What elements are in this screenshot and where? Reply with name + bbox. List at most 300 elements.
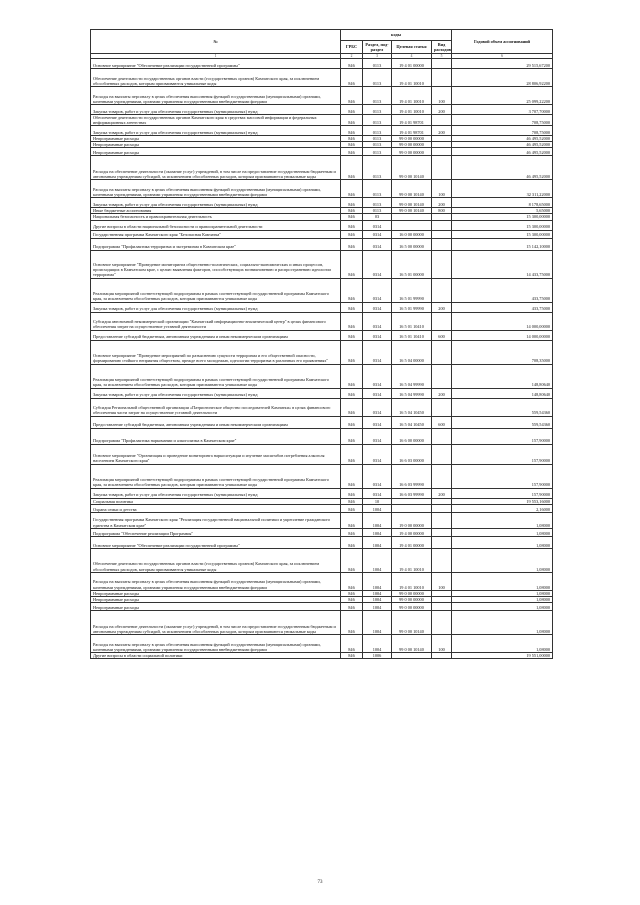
cell-sum: 708,35000 <box>452 340 553 364</box>
cell-grbs: 846 <box>341 444 363 464</box>
cell-name: Расходы на выплаты персоналу в целях обеспечения выполнения функций государственными (муниципальными) органами, казенными учреждениями, органами управления государственными внебюджетными фондами <box>91 634 341 652</box>
cell-sum: 1,08000 <box>452 528 553 536</box>
cell-vr <box>432 250 452 278</box>
cell-sum: 5,65000 <box>452 208 553 214</box>
cell-sum: 157,90000 <box>452 488 553 498</box>
cell-cs: 16 6 03 99990 <box>392 464 432 488</box>
table-row <box>91 278 553 302</box>
cell-sum: 1,08000 <box>452 512 553 528</box>
cell-grbs: 846 <box>341 536 363 548</box>
cell-rz: 1004 <box>363 596 392 602</box>
cell-name: Непрограммные расходы <box>91 590 341 596</box>
cell-vr: 200 <box>432 488 452 498</box>
cell-rz: 0314 <box>363 364 392 388</box>
cell-cs: 19 4 01 00000 <box>392 536 432 548</box>
cell-grbs: 846 <box>341 548 363 572</box>
table-row <box>91 528 553 536</box>
cell-sum: 1,08000 <box>452 596 553 602</box>
table-row <box>91 148 553 156</box>
cell-cs: 19 4 01 10010 <box>392 87 432 105</box>
cell-cs: 16 5 01 10410 <box>392 330 432 340</box>
page-number: 73 <box>317 880 323 885</box>
cell-vr: 200 <box>432 388 452 398</box>
cell-name: Основное мероприятие "Организация и проведение мониторинга наркоситуации и изучение масштабов потребления алкоголя населением Камчатского края" <box>91 444 341 464</box>
cell-name: Субсидия Региональной общественной организации «Патриотическое общество последователей Камчатки» в целях финансового обеспечения части затрат на осуществление уставной деятельности <box>91 398 341 416</box>
cell-cs: 19 4 01 98701 <box>392 115 432 126</box>
cell-rz: 0314 <box>363 220 392 230</box>
column-number: 2 <box>341 54 363 59</box>
table-row <box>91 388 553 398</box>
cell-rz: 1004 <box>363 590 392 596</box>
cell-cs: 16 0 00 00000 <box>392 230 432 238</box>
cell-rz: 0314 <box>363 416 392 428</box>
cell-cs: 16 5 04 10450 <box>392 416 432 428</box>
cell-name: Другие вопросы в области национальной безопасности и правоохранительной деятельности <box>91 220 341 230</box>
cell-grbs: 846 <box>341 498 363 504</box>
cell-sum: 29 515,67200 <box>452 59 553 69</box>
cell-rz: 0314 <box>363 388 392 398</box>
cell-grbs: 846 <box>341 156 363 180</box>
cell-sum: 19 553,16000 <box>452 498 553 504</box>
cell-sum: 433,75000 <box>452 278 553 302</box>
cell-sum: 14 000,00000 <box>452 330 553 340</box>
cell-rz: 1004 <box>363 610 392 634</box>
cell-cs: 16 5 01 99990 <box>392 302 432 312</box>
cell-vr <box>432 238 452 250</box>
cell-cs: 19 4 01 98701 <box>392 126 432 136</box>
cell-rz: 1004 <box>363 504 392 512</box>
cell-rz: 1004 <box>363 536 392 548</box>
cell-sum: 157,90000 <box>452 428 553 444</box>
cell-rz: 1006 <box>363 652 392 658</box>
table-row <box>91 59 553 69</box>
cell-cs: 19 4 01 10010 <box>392 572 432 590</box>
cell-rz: 0314 <box>363 464 392 488</box>
cell-rz: 1004 <box>363 572 392 590</box>
cell-sum: 708,75000 <box>452 126 553 136</box>
table-row <box>91 250 553 278</box>
cell-cs: 19 4 01 00000 <box>392 59 432 69</box>
cell-vr <box>432 398 452 416</box>
cell-grbs: 846 <box>341 590 363 596</box>
cell-grbs: 846 <box>341 512 363 528</box>
cell-sum: 25 099,22200 <box>452 87 553 105</box>
cell-grbs: 846 <box>341 416 363 428</box>
cell-grbs: 846 <box>341 142 363 148</box>
cell-name: Основное мероприятие "Обеспечение реализации государственной программы" <box>91 536 341 548</box>
cell-vr <box>432 464 452 488</box>
cell-name: Субсидия автономной некоммерческой организации "Камчатский информационно-аналитический центр" в целях финансового обеспечения затрат на осуществление уставной деятельности <box>91 312 341 330</box>
cell-grbs: 846 <box>341 464 363 488</box>
header-razdel: Раздел, под-раздел <box>363 41 392 54</box>
cell-rz: 0113 <box>363 208 392 214</box>
cell-grbs: 846 <box>341 398 363 416</box>
table-row <box>91 572 553 590</box>
table-row <box>91 536 553 548</box>
cell-vr <box>432 364 452 388</box>
cell-name: Расходы на выплаты персоналу в целях обеспечения выполнения функций государственными (муниципальными) органами, казенными учреждениями, органами управления государственными внебюджетными фондами <box>91 572 341 590</box>
header-target-article: Целевая статья <box>392 41 432 54</box>
header-no: № <box>91 30 341 54</box>
cell-sum: 157,90000 <box>452 464 553 488</box>
cell-name: Другие вопросы в области социальной политики <box>91 652 341 658</box>
cell-cs: 19 4 00 00000 <box>392 528 432 536</box>
table-row <box>91 115 553 126</box>
cell-grbs: 846 <box>341 148 363 156</box>
cell-cs: 19 4 01 10010 <box>392 105 432 115</box>
cell-cs: 19 4 01 10010 <box>392 548 432 572</box>
table-row <box>91 198 553 208</box>
cell-cs: 99 0 00 00000 <box>392 596 432 602</box>
cell-grbs: 846 <box>341 115 363 126</box>
cell-sum: 1,08000 <box>452 536 553 548</box>
cell-rz: 1004 <box>363 602 392 610</box>
table-row <box>91 602 553 610</box>
cell-grbs: 846 <box>341 330 363 340</box>
cell-name: Непрограммные расходы <box>91 136 341 142</box>
cell-sum: 148,80640 <box>452 364 553 388</box>
cell-name: Расходы на обеспечение деятельности (оказание услуг) учреждений, в том числе на предоставление государственным бюджетным и автономным учреждениям субсидий, за исключением обособленных расходов, которым присваиваются уникальные коды <box>91 610 341 634</box>
cell-cs: 99 0 00 10140 <box>392 610 432 634</box>
table-row <box>91 340 553 364</box>
table-row <box>91 512 553 528</box>
cell-name: Иные бюджетные ассигнования <box>91 208 341 214</box>
cell-rz: 03 <box>363 214 392 220</box>
cell-name: Непрограммные расходы <box>91 602 341 610</box>
table-row <box>91 610 553 634</box>
cell-sum: 433,75000 <box>452 302 553 312</box>
table-row <box>91 312 553 330</box>
cell-vr: 200 <box>432 302 452 312</box>
cell-cs: 19 4 01 10010 <box>392 69 432 87</box>
cell-cs <box>392 652 432 658</box>
cell-vr <box>432 512 452 528</box>
header-expense-type: Вид расходов <box>432 41 452 54</box>
cell-name: Основное мероприятие "Проведение мониторинга общественно-политических, социально-экономических и иных процессов, происходящих в Камчатском крае, с целью выявления факторов, способствующих возникновению и распространению идеологии терроризма" <box>91 250 341 278</box>
table-row <box>91 302 553 312</box>
cell-name: Национальная безопасность и правоохранительная деятельность <box>91 214 341 220</box>
cell-cs: 99 0 00 10140 <box>392 208 432 214</box>
table-row <box>91 126 553 136</box>
cell-rz: 0113 <box>363 156 392 180</box>
cell-name: Подпрограмма "Профилактика терроризма и экстремизма в Камчатском крае" <box>91 238 341 250</box>
table-row <box>91 180 553 198</box>
column-number: 1 <box>91 54 341 59</box>
cell-grbs: 846 <box>341 250 363 278</box>
cell-rz: 0314 <box>363 278 392 302</box>
table-row <box>91 488 553 498</box>
cell-rz: 0113 <box>363 180 392 198</box>
cell-cs: 99 0 00 00000 <box>392 142 432 148</box>
cell-cs: 16 5 04 99990 <box>392 388 432 398</box>
cell-grbs: 846 <box>341 230 363 238</box>
cell-vr <box>432 59 452 69</box>
cell-cs: 16 6 03 00000 <box>392 444 432 464</box>
cell-name: Реализация мероприятий соответствующей подпрограммы в рамках соответствующей государственной программы Камчатского края, за исключением обособленных расходов, которым присваиваются уникальные коды <box>91 464 341 488</box>
cell-sum: 1,08000 <box>452 590 553 596</box>
cell-rz: 1004 <box>363 512 392 528</box>
cell-sum: 148,80640 <box>452 388 553 398</box>
cell-rz: 0314 <box>363 488 392 498</box>
cell-sum: 15 300,00000 <box>452 220 553 230</box>
table-body <box>91 59 553 659</box>
table-row <box>91 69 553 87</box>
column-number: 5 <box>432 54 452 59</box>
cell-cs: 99 0 00 10140 <box>392 198 432 208</box>
cell-rz: 10 <box>363 498 392 504</box>
cell-grbs: 846 <box>341 504 363 512</box>
cell-name: Расходы на выплаты персоналу в целях обеспечения выполнения функций государственными (муниципальными) органами, казенными учреждениями, органами управления государственными внебюджетными фондами <box>91 180 341 198</box>
cell-name: Закупка товаров, работ и услуг для обеспечения государственных (муниципальных) нужд <box>91 388 341 398</box>
cell-grbs: 846 <box>341 105 363 115</box>
cell-vr <box>432 652 452 658</box>
cell-grbs: 846 <box>341 302 363 312</box>
header-grbs: ГРБС <box>341 41 363 54</box>
cell-vr <box>432 148 452 156</box>
cell-rz: 0113 <box>363 142 392 148</box>
cell-rz: 0113 <box>363 126 392 136</box>
cell-vr <box>432 602 452 610</box>
cell-vr <box>432 278 452 302</box>
table-row <box>91 428 553 444</box>
cell-grbs: 846 <box>341 198 363 208</box>
cell-sum: 46 495,52000 <box>452 136 553 142</box>
cell-vr <box>432 340 452 364</box>
cell-rz: 0314 <box>363 330 392 340</box>
cell-grbs: 846 <box>341 136 363 142</box>
cell-cs: 99 0 00 00000 <box>392 590 432 596</box>
cell-grbs: 846 <box>341 610 363 634</box>
cell-name: Непрограммные расходы <box>91 596 341 602</box>
cell-vr: 600 <box>432 416 452 428</box>
cell-vr: 100 <box>432 180 452 198</box>
cell-grbs: 846 <box>341 596 363 602</box>
cell-sum: 1,08000 <box>452 602 553 610</box>
table-row <box>91 230 553 238</box>
cell-vr <box>432 69 452 87</box>
cell-name: Закупка товаров, работ и услуг для обеспечения государственных (муниципальных) нужд <box>91 488 341 498</box>
cell-grbs: 846 <box>341 364 363 388</box>
cell-grbs: 846 <box>341 488 363 498</box>
cell-cs: 16 5 04 99990 <box>392 364 432 388</box>
cell-cs: 99 0 00 00000 <box>392 602 432 610</box>
cell-grbs: 846 <box>341 69 363 87</box>
cell-vr: 100 <box>432 634 452 652</box>
cell-sum: 1,08000 <box>452 572 553 590</box>
cell-rz: 0314 <box>363 230 392 238</box>
cell-name: Расходы на выплаты персоналу в целях обеспечения выполнения функций государственными (муниципальными) органами, казенными учреждениями, органами управления государственными внебюджетными фондами <box>91 87 341 105</box>
table-row <box>91 87 553 105</box>
table-row <box>91 652 553 658</box>
cell-rz: 0113 <box>363 148 392 156</box>
cell-sum: 559,54360 <box>452 416 553 428</box>
cell-name: Предоставление субсидий бюджетным, автономным учреждениям и иным некоммерческим организациям <box>91 416 341 428</box>
cell-name: Реализация мероприятий соответствующей подпрограммы в рамках соответствующей государственной программы Камчатского края, за исключением обособленных расходов, которым присваиваются уникальные коды <box>91 364 341 388</box>
column-number: 4 <box>392 54 432 59</box>
table-row <box>91 444 553 464</box>
cell-vr: 200 <box>432 105 452 115</box>
cell-rz: 1004 <box>363 548 392 572</box>
cell-name: Непрограммные расходы <box>91 142 341 148</box>
cell-rz: 0314 <box>363 340 392 364</box>
cell-sum: 15 142,10000 <box>452 238 553 250</box>
cell-vr <box>432 312 452 330</box>
cell-vr <box>432 156 452 180</box>
cell-rz: 0314 <box>363 250 392 278</box>
cell-cs: 16 5 01 10410 <box>392 312 432 330</box>
cell-sum: 19 551,00000 <box>452 652 553 658</box>
cell-grbs: 846 <box>341 208 363 214</box>
cell-sum: 46 495,52000 <box>452 156 553 180</box>
cell-grbs: 846 <box>341 126 363 136</box>
cell-sum: 15 300,00000 <box>452 230 553 238</box>
cell-rz: 0113 <box>363 198 392 208</box>
cell-sum: 708,75000 <box>452 115 553 126</box>
cell-grbs: 846 <box>341 634 363 652</box>
cell-rz: 0314 <box>363 398 392 416</box>
cell-name: Основное мероприятие "Обеспечение реализации государственной программы" <box>91 59 341 69</box>
cell-grbs: 846 <box>341 428 363 444</box>
table-row <box>91 634 553 652</box>
cell-cs: 16 5 01 00000 <box>392 250 432 278</box>
cell-vr: 200 <box>432 126 452 136</box>
cell-vr <box>432 220 452 230</box>
cell-rz: 0314 <box>363 428 392 444</box>
cell-grbs: 846 <box>341 220 363 230</box>
cell-name: Непрограммные расходы <box>91 148 341 156</box>
cell-sum: 8 178,65000 <box>452 198 553 208</box>
cell-grbs: 846 <box>341 214 363 220</box>
cell-name: Обеспечение деятельности государственных органов Камчатского края в средствах массовой информации и федеральных информационных агентствах <box>91 115 341 126</box>
cell-name: Обеспечение деятельности государственных органов власти (государственных органов) Камчатского края, за исключением обособленных расходов, которым присваиваются уникальные коды <box>91 69 341 87</box>
table-row <box>91 416 553 428</box>
cell-rz: 0314 <box>363 312 392 330</box>
cell-cs: 19 0 00 00000 <box>392 512 432 528</box>
cell-sum: 46 495,52000 <box>452 148 553 156</box>
cell-sum: 28 806,92200 <box>452 69 553 87</box>
cell-grbs: 846 <box>341 602 363 610</box>
header-codes: коды <box>341 30 452 41</box>
cell-grbs: 846 <box>341 528 363 536</box>
cell-vr <box>432 528 452 536</box>
cell-rz: 0314 <box>363 444 392 464</box>
cell-name: Реализация мероприятий соответствующей подпрограммы в рамках соответствующей государственной программы Камчатского края, за исключением обособленных расходов, которым присваиваются уникальные коды <box>91 278 341 302</box>
cell-cs: 99 0 00 10140 <box>392 180 432 198</box>
cell-vr: 100 <box>432 87 452 105</box>
cell-sum: 15 300,00000 <box>452 214 553 220</box>
cell-grbs: 846 <box>341 652 363 658</box>
cell-name: Государственная программа Камчатского края "Безопасная Камчатка" <box>91 230 341 238</box>
cell-cs: 16 6 00 00000 <box>392 428 432 444</box>
cell-grbs: 846 <box>341 340 363 364</box>
cell-vr <box>432 548 452 572</box>
cell-name: Закупка товаров, работ и услуг для обеспечения государственных (муниципальных) нужд <box>91 105 341 115</box>
table-row <box>91 220 553 230</box>
cell-vr: 100 <box>432 572 452 590</box>
cell-sum: 1,08000 <box>452 548 553 572</box>
cell-sum: 14 433,75000 <box>452 250 553 278</box>
cell-grbs: 846 <box>341 312 363 330</box>
cell-cs <box>392 504 432 512</box>
cell-vr <box>432 504 452 512</box>
cell-vr <box>432 610 452 634</box>
cell-vr: 600 <box>432 330 452 340</box>
cell-grbs: 846 <box>341 278 363 302</box>
cell-rz: 0314 <box>363 302 392 312</box>
cell-grbs: 846 <box>341 572 363 590</box>
cell-name: Предоставление субсидий бюджетным, автономным учреждениям и иным некоммерческим организациям <box>91 330 341 340</box>
cell-rz: 0113 <box>363 87 392 105</box>
cell-rz: 1004 <box>363 528 392 536</box>
cell-cs: 16 5 01 99990 <box>392 278 432 302</box>
cell-sum: 559,54360 <box>452 398 553 416</box>
header-sum: Годовой объем ассигнований <box>452 30 553 54</box>
cell-cs <box>392 220 432 230</box>
cell-cs: 99 0 00 00000 <box>392 136 432 142</box>
cell-grbs: 846 <box>341 238 363 250</box>
cell-sum: 3 707,70000 <box>452 105 553 115</box>
cell-sum: 2,16000 <box>452 504 553 512</box>
table-row <box>91 238 553 250</box>
table-row <box>91 548 553 572</box>
budget-table <box>90 29 553 659</box>
cell-name: Обеспечение деятельности государственных органов власти (государственных органов) Камчатского края, за исключением обособленных расходов, которым присваиваются уникальные коды <box>91 548 341 572</box>
cell-vr <box>432 428 452 444</box>
cell-vr: 800 <box>432 208 452 214</box>
cell-name: Закупка товаров, работ и услуг для обеспечения государственных (муниципальных) нужд <box>91 126 341 136</box>
cell-name: Закупка товаров, работ и услуг для обеспечения государственных (муниципальных) нужд <box>91 302 341 312</box>
cell-grbs: 846 <box>341 388 363 398</box>
table-row <box>91 464 553 488</box>
cell-name: Расходы на обеспечение деятельности (оказание услуг) учреждений, в том числе на предоставление государственным бюджетным и автономным учреждениям субсидий, за исключением обособленных расходов, которым присваиваются уникальные коды <box>91 156 341 180</box>
cell-name: Социальная политика <box>91 498 341 504</box>
table-row <box>91 504 553 512</box>
table-row <box>91 398 553 416</box>
cell-grbs: 846 <box>341 87 363 105</box>
cell-sum: 32 311,22000 <box>452 180 553 198</box>
cell-name: Закупка товаров, работ и услуг для обеспечения государственных (муниципальных) нужд <box>91 198 341 208</box>
column-number: 3 <box>363 54 392 59</box>
cell-grbs: 846 <box>341 180 363 198</box>
cell-name: Государственная программа Камчатского края "Реализация государственной национальной политики и укрепление гражданского единства в Камчатском крае" <box>91 512 341 528</box>
cell-cs: 16 5 04 10450 <box>392 398 432 416</box>
cell-cs: 99 0 00 10140 <box>392 156 432 180</box>
table-row <box>91 156 553 180</box>
cell-vr <box>432 115 452 126</box>
cell-name: Подпрограмма "Профилактика наркомании и алкоголизма в Камчатском крае" <box>91 428 341 444</box>
table-row <box>91 330 553 340</box>
cell-grbs: 846 <box>341 59 363 69</box>
cell-sum: 157,90000 <box>452 444 553 464</box>
table-row <box>91 364 553 388</box>
cell-cs: 16 5 04 00000 <box>392 340 432 364</box>
cell-rz: 0113 <box>363 115 392 126</box>
cell-rz: 0113 <box>363 136 392 142</box>
cell-vr: 200 <box>432 198 452 208</box>
table-row <box>91 105 553 115</box>
cell-cs: 16 5 00 00000 <box>392 238 432 250</box>
cell-rz: 0113 <box>363 105 392 115</box>
cell-rz: 1004 <box>363 634 392 652</box>
column-number: 6 <box>452 54 553 59</box>
cell-sum: 1,08000 <box>452 610 553 634</box>
cell-rz: 0113 <box>363 69 392 87</box>
cell-sum: 46 495,52000 <box>452 142 553 148</box>
cell-cs: 16 6 03 99990 <box>392 488 432 498</box>
cell-sum: 1,08000 <box>452 634 553 652</box>
cell-cs: 99 0 00 00000 <box>392 148 432 156</box>
cell-name: Подпрограмма "Обеспечение реализации Программы" <box>91 528 341 536</box>
